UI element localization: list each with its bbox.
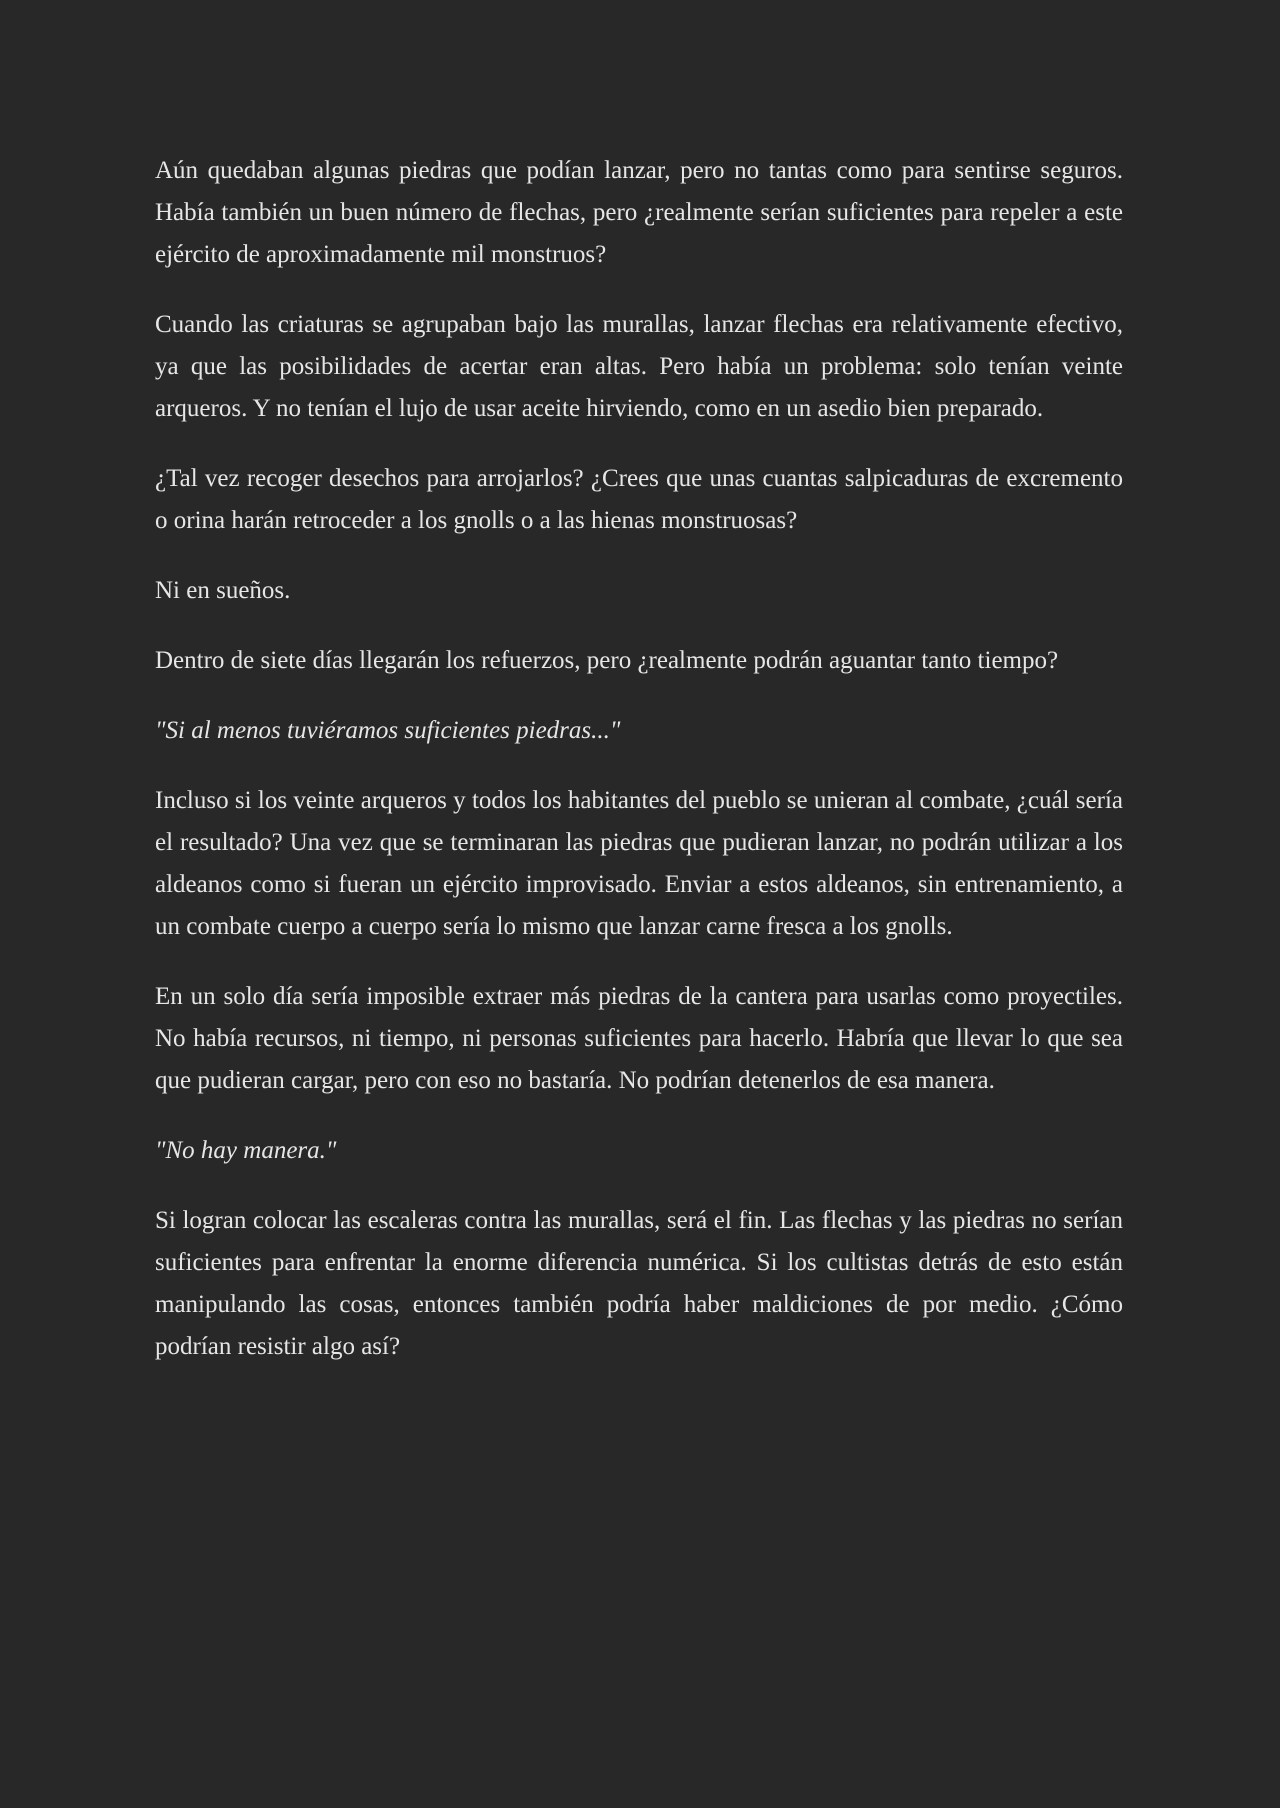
- thought-line-1: "Si al menos tuviéramos suficientes piedras...": [155, 717, 621, 744]
- paragraph-5: Dentro de siete días llegarán los refuerzos, pero ¿realmente podrán aguantar tanto tiempo?: [155, 647, 1059, 674]
- paragraph-8: Si logran colocar las escaleras contra las murallas, será el fin. Las flechas y las piedras no serían suficientes para enfrentar la enorme diferencia numérica. Si los cultistas detrás de esto están manipulando las cosas, entonces también podría haber maldiciones de por medio. ¿Cómo podrían resistir algo así?: [155, 1207, 1123, 1360]
- paragraph-6: Incluso si los veinte arqueros y todos los habitantes del pueblo se unieran al combate, ¿cuál sería el resultado? Una vez que se terminaran las piedras que pudieran lanzar, no podrán utilizar a los aldeanos como si fueran un ejército improvisado. Enviar a estos aldeanos, sin entrenamiento, a un combate cuerpo a cuerpo sería lo mismo que lanzar carne fresca a los gnolls.: [155, 787, 1123, 940]
- paragraph-1: Aún quedaban algunas piedras que podían lanzar, pero no tantas como para sentirse seguros. Había también un buen número de flechas, pero ¿realmente serían suficientes para repeler a este ejército de aproximadamente mil monstruos?: [155, 157, 1123, 268]
- thought-line-2: "No hay manera.": [155, 1137, 337, 1164]
- paragraph-4: Ni en sueños.: [155, 577, 291, 604]
- paragraph-2: Cuando las criaturas se agrupaban bajo las murallas, lanzar flechas era relativamente efectivo, ya que las posibilidades de acertar eran altas. Pero había un problema: solo tenían veinte arqueros. Y no tenían el lujo de usar aceite hirviendo, como en un asedio bien preparado.: [155, 311, 1123, 422]
- paragraph-3: ¿Tal vez recoger desechos para arrojarlos? ¿Crees que unas cuantas salpicaduras de excremento o orina harán retroceder a los gnolls o a las hienas monstruosas?: [155, 465, 1123, 534]
- chapter-text: [155, 150, 1123, 1396]
- paragraph-7: En un solo día sería imposible extraer más piedras de la cantera para usarlas como proyectiles. No había recursos, ni tiempo, ni personas suficientes para hacerlo. Habría que llevar lo que sea que pudieran cargar, pero con eso no bastaría. No podrían detenerlos de esa manera.: [155, 983, 1123, 1094]
